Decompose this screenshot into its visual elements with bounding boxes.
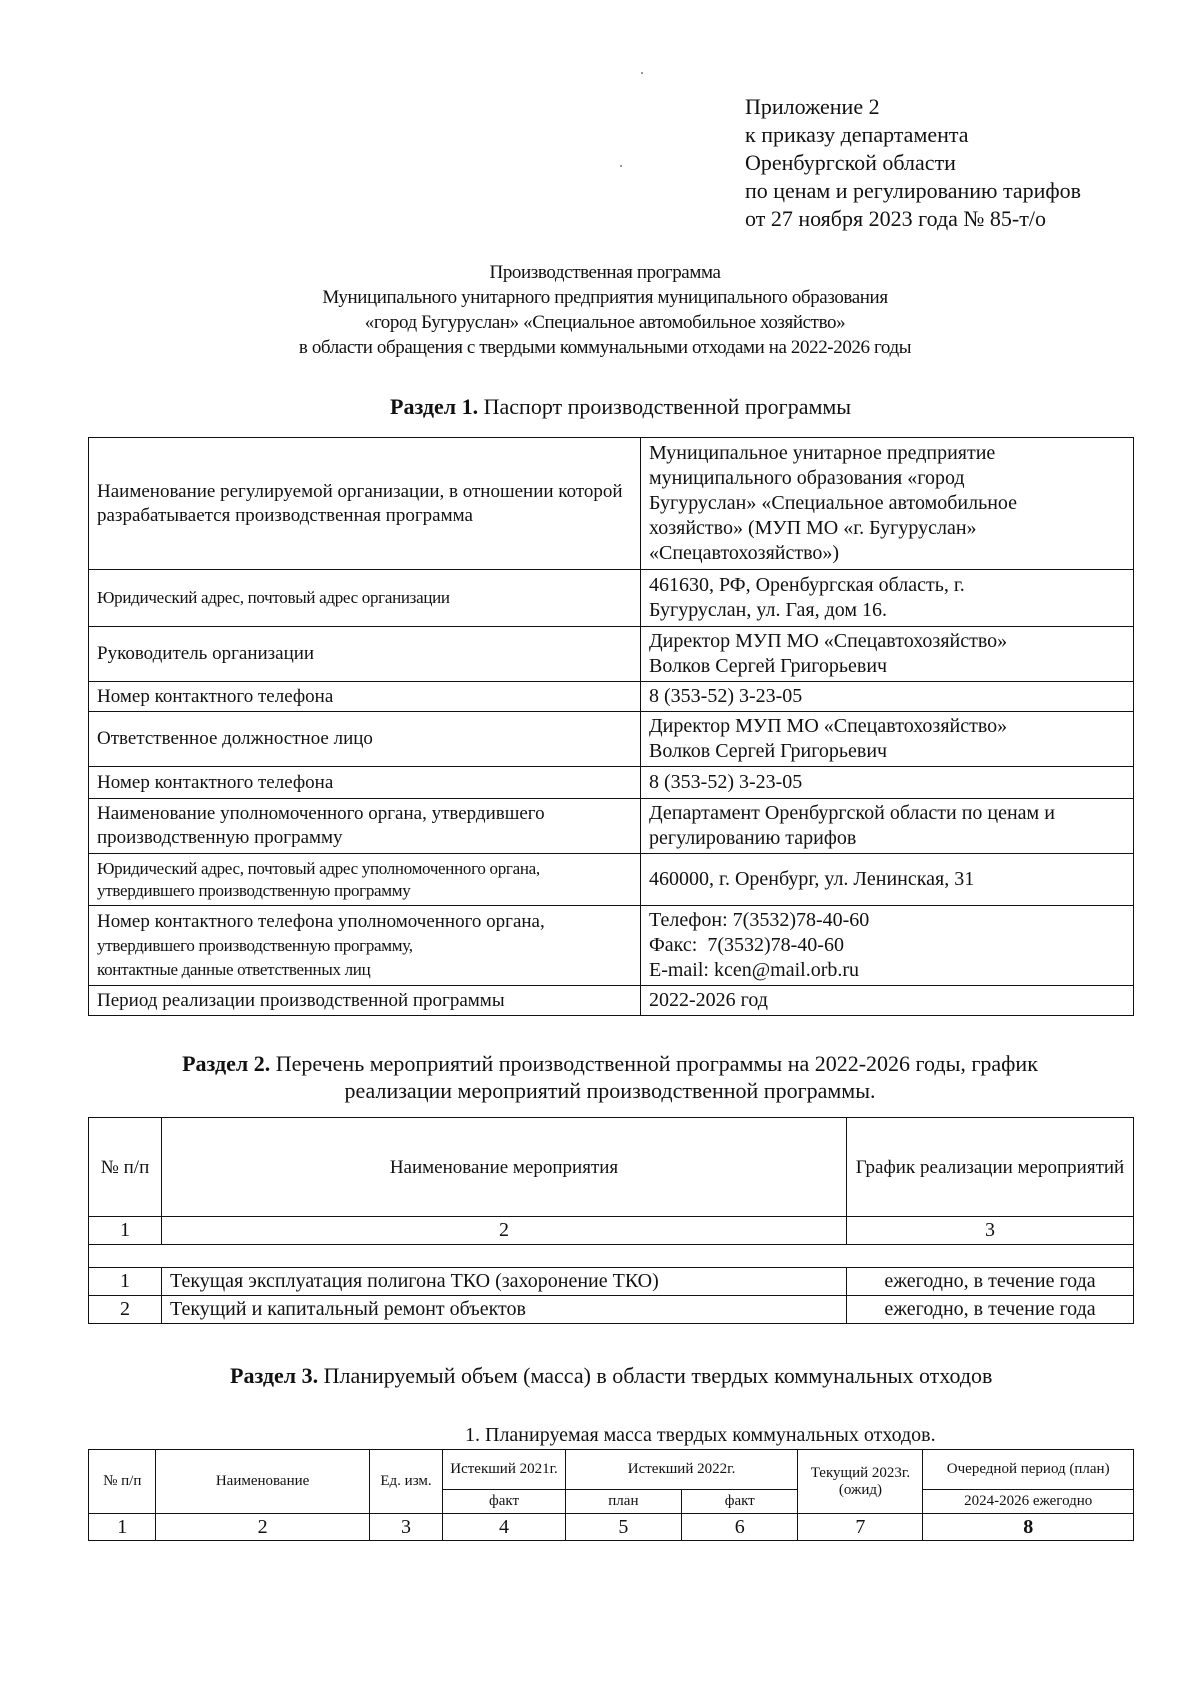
appendix-header	[745, 93, 1081, 233]
row-name: Текущая эксплуатация полигона ТКО (захоронение ТКО)	[162, 1268, 847, 1296]
section3-title: Планируемый объем (масса) в области твердых коммунальных отходов	[323, 1363, 993, 1388]
table-row	[89, 767, 1134, 799]
table-row	[89, 906, 1134, 986]
header-2021: Истекший 2021г.	[443, 1450, 565, 1490]
empty-row	[89, 1245, 1134, 1268]
header-next: Очередной период (план)	[923, 1450, 1134, 1490]
header-next-sub: 2024-2026 ежегодно	[923, 1490, 1134, 1514]
table-row	[89, 712, 1134, 767]
value-line: Директор МУП МО «Спецавтохозяйство»	[649, 715, 1008, 737]
table-row	[89, 570, 1134, 627]
title-line: «город Бугуруслан» «Специальное автомобильное хозяйство»	[364, 312, 846, 333]
column-number: 3	[369, 1514, 443, 1541]
table-row	[89, 1296, 1134, 1324]
column-number: 5	[565, 1514, 681, 1541]
passport-label: Юридический адрес, почтовый адрес уполномоченного органа, утвердившего производственную программу	[89, 854, 641, 906]
scan-speck	[620, 165, 622, 167]
passport-label: Ответственное должностное лицо	[89, 712, 641, 767]
row-schedule: ежегодно, в течение года	[847, 1296, 1134, 1324]
table-row	[89, 438, 1134, 570]
scan-speck	[641, 72, 643, 74]
passport-value	[641, 767, 1134, 799]
row-schedule: ежегодно, в течение года	[847, 1268, 1134, 1296]
label-line: утвердившего производственную программу,	[97, 935, 413, 955]
value-line: 8 (353-52) 3-23-05	[649, 771, 803, 793]
table-row	[89, 1268, 1134, 1296]
value-line: муниципального образования «город	[649, 467, 965, 489]
header-name: Наименование	[156, 1450, 369, 1514]
value-line: хозяйство» (МУП МО «г. Бугуруслан»	[649, 517, 977, 539]
header-plan: план	[565, 1490, 681, 1514]
appendix-line: по ценам и регулированию тарифов	[745, 178, 1082, 203]
waste-mass-table	[88, 1449, 1134, 1541]
section2-title: Перечень мероприятий производственной программы на 2022-2026 годы, график	[275, 1051, 1038, 1076]
passport-label: Наименование регулируемой организации, в отношении которой разрабатывается производственная программа	[89, 438, 641, 570]
table-row	[89, 986, 1134, 1016]
value-line: 460000, г. Оренбург, ул. Ленинская, 31	[649, 868, 975, 890]
table-row	[89, 854, 1134, 906]
column-number: 4	[443, 1514, 565, 1541]
passport-label: Юридический адрес, почтовый адрес организации	[89, 570, 641, 627]
value-line: Телефон: 7(3532)78-40-60	[649, 909, 870, 931]
appendix-line: Приложение 2	[745, 94, 880, 119]
value-line: Муниципальное унитарное предприятие	[649, 442, 996, 464]
table-header-row	[89, 1450, 1134, 1490]
header-current: Текущий 2023г. (ожид)	[798, 1450, 923, 1514]
value-line: Бугуруслан» «Специальное автомобильное	[649, 492, 1018, 514]
passport-value	[641, 986, 1134, 1016]
passport-label: Период реализации производственной программы	[89, 986, 641, 1016]
passport-label: Номер контактного телефона	[89, 682, 641, 712]
column-number: 2	[162, 1217, 847, 1245]
title-line: Производственная программа	[489, 262, 721, 283]
table-row	[89, 682, 1134, 712]
passport-label: Номер контактного телефона	[89, 767, 641, 799]
table-caption: 1. Планируемая масса твердых коммунальных отходов.	[465, 1424, 936, 1446]
appendix-line: к приказу департамента	[745, 122, 969, 147]
passport-value	[641, 854, 1134, 906]
value-line: «Спецавтохозяйство»)	[649, 542, 840, 564]
section1-heading	[390, 393, 851, 420]
column-number: 7	[798, 1514, 923, 1541]
value-line: E-mail: kcen@mail.orb.ru	[649, 959, 860, 981]
header-name: Наименование мероприятия	[162, 1118, 847, 1217]
column-number: 1	[89, 1514, 156, 1541]
value-line: Волков Сергей Григорьевич	[649, 740, 888, 762]
row-num: 2	[89, 1296, 162, 1324]
column-number: 8	[923, 1514, 1134, 1541]
value-line: Волков Сергей Григорьевич	[649, 655, 888, 677]
section2-title-cont: реализации мероприятий производственной программы.	[344, 1078, 876, 1103]
section1-title: Паспорт производственной программы	[483, 394, 852, 419]
passport-value	[641, 799, 1134, 854]
appendix-line: Оренбургской области	[745, 150, 956, 175]
header-num: № п/п	[89, 1450, 156, 1514]
header-fact: факт	[443, 1490, 565, 1514]
column-number: 3	[847, 1217, 1134, 1245]
label-line: контактные данные ответственных лиц	[97, 959, 371, 979]
table-row	[89, 799, 1134, 854]
value-line: Факс: 7(3532)78-40-60	[649, 934, 844, 956]
column-number: 2	[156, 1514, 369, 1541]
section3-number: Раздел 3.	[230, 1363, 319, 1388]
section2-number: Раздел 2.	[182, 1051, 271, 1076]
value-line: 2022-2026 год	[649, 989, 768, 1011]
passport-value	[641, 570, 1134, 627]
table-row	[89, 1245, 1134, 1268]
header-2022: Истекший 2022г.	[565, 1450, 798, 1490]
passport-value	[641, 438, 1134, 570]
program-title	[140, 260, 1070, 360]
table-row	[89, 1217, 1134, 1245]
table-row	[89, 627, 1134, 682]
passport-value	[641, 906, 1134, 986]
value-line: Бугуруслан, ул. Гая, дом 16.	[649, 599, 888, 621]
passport-label: Наименование уполномоченного органа, утвердившего производственную программу	[89, 799, 641, 854]
section1-number: Раздел 1.	[390, 394, 479, 419]
section2-heading	[180, 1050, 1040, 1104]
passport-table	[88, 437, 1134, 1016]
passport-label	[89, 906, 641, 986]
header-fact2: факт	[682, 1490, 798, 1514]
header-unit: Ед. изм.	[369, 1450, 443, 1514]
label-line: Номер контактного телефона уполномоченного органа,	[97, 910, 545, 932]
value-line: 8 (353-52) 3-23-05	[649, 685, 803, 707]
passport-value	[641, 627, 1134, 682]
header-num: № п/п	[89, 1118, 162, 1217]
value-line: 461630, РФ, Оренбургская область, г.	[649, 574, 965, 596]
header-schedule: График реализации мероприятий	[847, 1118, 1134, 1217]
table-row	[89, 1514, 1134, 1541]
passport-value	[641, 712, 1134, 767]
column-number: 1	[89, 1217, 162, 1245]
row-num: 1	[89, 1268, 162, 1296]
passport-value	[641, 682, 1134, 712]
row-name: Текущий и капитальный ремонт объектов	[162, 1296, 847, 1324]
value-line: регулированию тарифов	[649, 827, 857, 849]
appendix-line: от 27 ноября 2023 года № 85-т/о	[745, 206, 1046, 231]
title-line: в области обращения с твердыми коммунальными отходами на 2022-2026 годы	[298, 337, 912, 358]
table-header-row	[89, 1118, 1134, 1217]
activities-table	[88, 1117, 1134, 1324]
section3-heading	[230, 1362, 992, 1389]
value-line: Директор МУП МО «Спецавтохозяйство»	[649, 630, 1008, 652]
value-line: Департамент Оренбургской области по ценам и	[649, 802, 1055, 824]
title-line: Муниципального унитарного предприятия муниципального образования	[322, 287, 888, 308]
passport-label: Руководитель организации	[89, 627, 641, 682]
column-number: 6	[682, 1514, 798, 1541]
